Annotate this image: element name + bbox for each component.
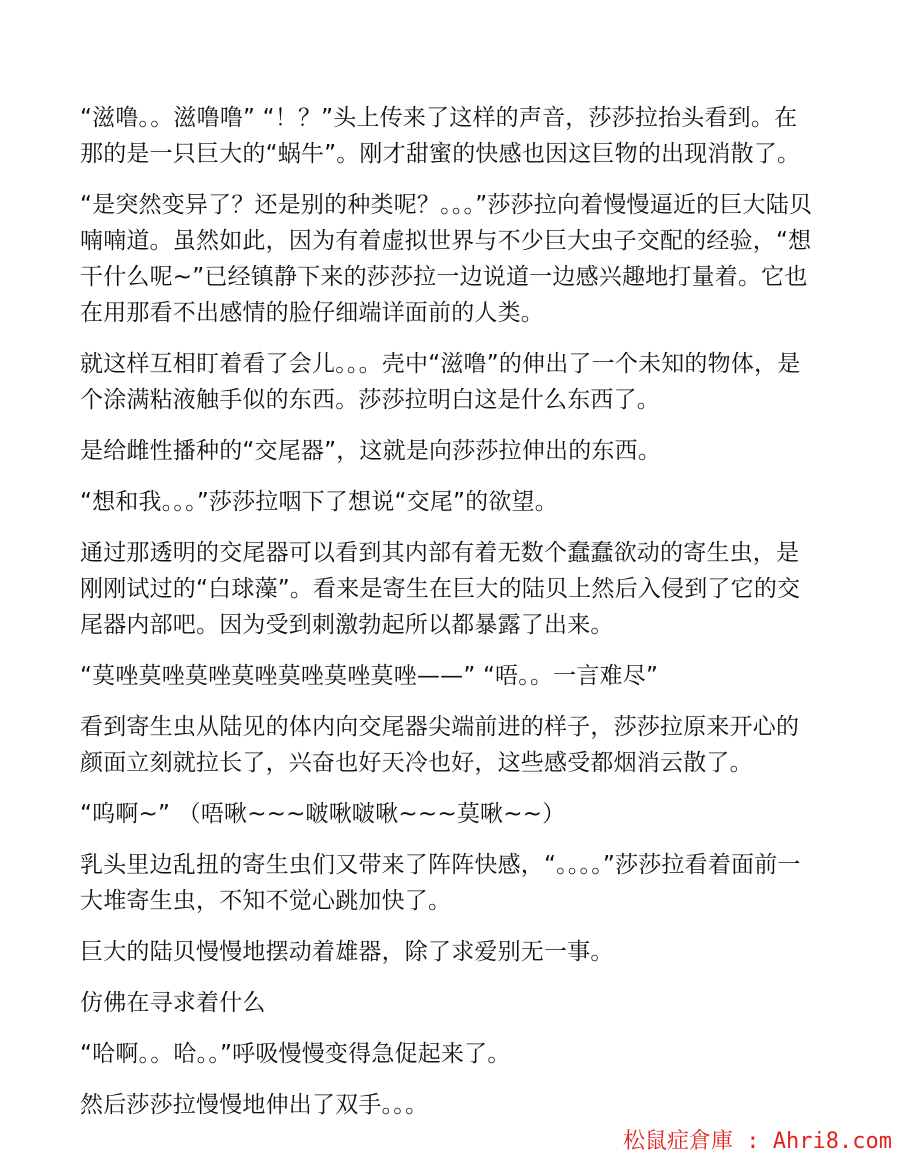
paragraph: “想和我。。。”莎莎拉咽下了想说“交尾”的欲望。 [80, 489, 558, 515]
paragraph: 看到寄生虫从陆见的体内向交尾器尖端前进的样子，莎莎拉原来开心的颜面立刻就拉长了，兴奋也好天冷也好，这些感受都烟消云散了。 [80, 714, 800, 776]
paragraph: 是给雌性播种的“交尾器”，这就是向莎莎拉伸出的东西。 [80, 438, 662, 464]
watermark-footer: 松鼠症倉庫 : Ahri8.com [623, 1129, 892, 1154]
paragraph: 巨大的陆贝慢慢地摆动着雄器，除了求爱别无一事。 [80, 939, 614, 965]
paragraph: 然后莎莎拉慢慢地伸出了双手。。。 [80, 1092, 429, 1118]
paragraph: “哈啊。。哈。。”呼吸慢慢变得急促起来了。 [80, 1041, 511, 1067]
paragraph: “呜啊~” （唔啾~~~啵啾啵啾~~~莫啾~~） [80, 801, 566, 827]
paragraph: 仿佛在寻求着什么 [80, 990, 266, 1016]
paragraph: “是突然变异了？还是别的种类呢？。。。”莎莎拉向着慢慢逼近的巨大陆贝喃喃道。虽然如此，因为有着虚拟世界与不少巨大虫子交配的经验，“想干什么呢~”已经镇静下来的莎莎拉一边说道一边感兴趣地打量着。它也在用那看不出感情的脸仔细端详面前的人类。 [80, 192, 813, 326]
paragraph: 乳头里边乱扭的寄生虫们又带来了阵阵快感，“。。。。”莎莎拉看着面前一大堆寄生虫，不知不觉心跳加快了。 [80, 852, 801, 914]
paragraph: 就这样互相盯着看了会儿。。。壳中“滋噜”的伸出了一个未知的物体，是个涂满粘液触手似的东西。莎莎拉明白这是什么东西了。 [80, 351, 801, 413]
paragraph: 通过那透明的交尾器可以看到其内部有着无数个蠢蠢欲动的寄生虫，是刚刚试过的“白球藻”。看来是寄生在巨大的陆贝上然后入侵到了它的交尾器内部吧。因为受到刺激勃起所以都暴露了出来。 [80, 540, 801, 638]
paragraph: “滋噜。。滋噜噜” “！？”头上传来了这样的声音，莎莎拉抬头看到。在那的是一只巨大的“蜗牛”。刚才甜蜜的快感也因这巨物的出现消散了。 [80, 105, 801, 167]
paragraph: “莫唑莫唑莫唑莫唑莫唑莫唑莫唑——” “唔。。一言难尽” [80, 663, 659, 689]
document-body [80, 100, 820, 1138]
